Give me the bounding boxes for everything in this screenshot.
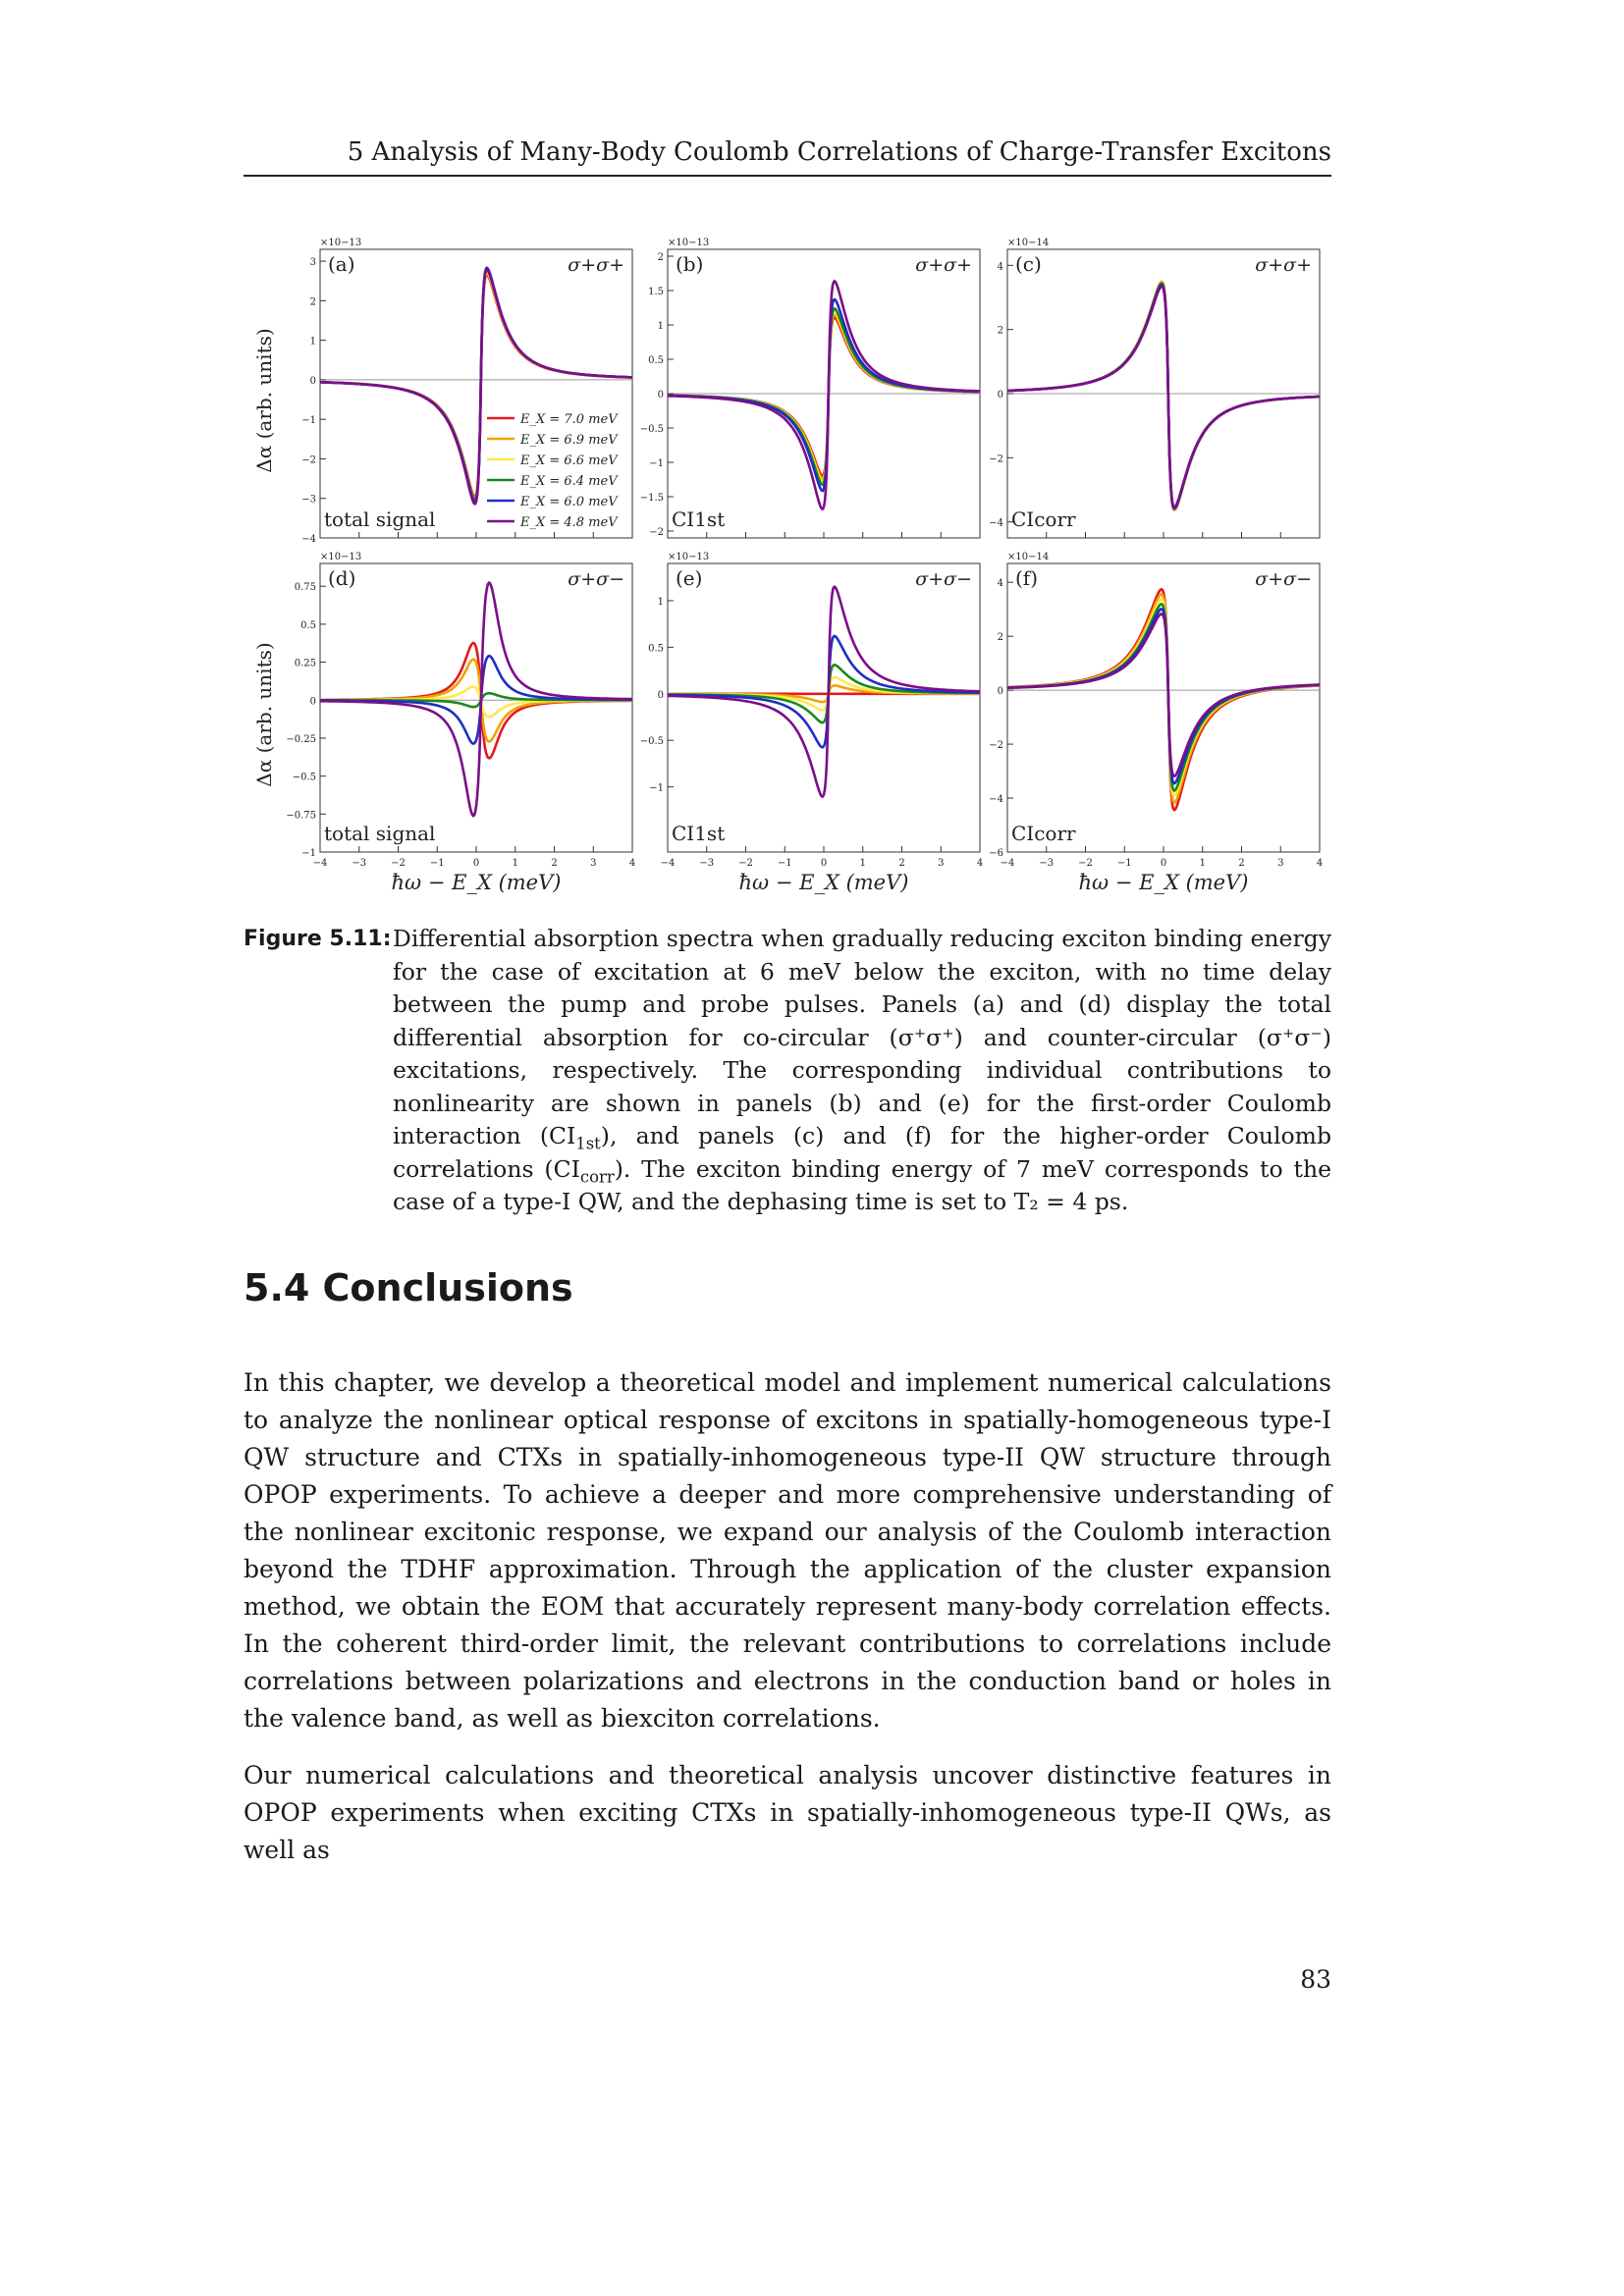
legend-entry: E_X = 4.8 meV (520, 515, 618, 530)
y-tick-label: 4 (997, 578, 1003, 590)
y-tick-label: −1 (649, 782, 664, 794)
panel-f (989, 552, 1323, 869)
x-axis-label: ħω − E_X (meV) (1078, 871, 1249, 894)
y-tick-label: 2 (997, 632, 1003, 644)
x-tick-label: −2 (738, 858, 753, 869)
x-tick-label: 1 (1199, 858, 1206, 869)
x-tick-label: 3 (1277, 858, 1284, 869)
panel-d (286, 552, 635, 869)
y-tick-label: 0 (997, 390, 1003, 400)
caption-cocircular: σ⁺σ⁺ (897, 1023, 954, 1051)
x-tick-label: 4 (976, 858, 984, 869)
y-tick-label: 0 (657, 689, 664, 701)
y-tick-label: 1 (657, 596, 664, 608)
y-tick-label: −3 (301, 494, 316, 506)
x-tick-label: 4 (628, 858, 636, 869)
y-tick-label: −1 (301, 848, 316, 859)
x-tick-label: 2 (1238, 858, 1245, 869)
panel-e (640, 552, 983, 869)
legend-entry: E_X = 6.9 meV (520, 433, 618, 448)
x-axis-label: ħω − E_X (meV) (738, 871, 909, 894)
contribution-label: CIcorr (1011, 507, 1076, 531)
y-tick-label: 1.5 (648, 287, 664, 297)
axis-scale: ×10−14 (1007, 238, 1050, 248)
x-tick-label: −3 (699, 858, 715, 869)
y-tick-label: 0 (309, 696, 316, 708)
contribution-label: total signal (324, 507, 436, 531)
y-tick-label: −2 (989, 740, 1003, 752)
x-tick-label: 2 (898, 858, 905, 869)
x-tick-label: −2 (391, 858, 406, 869)
y-axis-label-top: Δα (arb. units) (252, 328, 276, 473)
axis-scale: ×10−13 (320, 552, 362, 562)
legend-entry: E_X = 6.0 meV (520, 495, 618, 509)
x-tick-label: −4 (660, 858, 676, 869)
y-tick-label: 3 (309, 257, 316, 269)
polarization-label: σ+σ− (1255, 568, 1312, 590)
caption-text-2: ) and counter-circular ( (953, 1023, 1267, 1051)
panel-label: (c) (1015, 252, 1042, 276)
contribution-label: total signal (324, 822, 436, 845)
panel-label: (e) (676, 566, 703, 590)
panel-label: (d) (328, 566, 356, 590)
x-tick-label: −1 (429, 858, 445, 869)
x-tick-label: −2 (1078, 858, 1093, 869)
y-tick-label: −4 (989, 517, 1003, 529)
y-tick-label: 0 (997, 686, 1003, 698)
y-tick-label: 1 (657, 321, 664, 332)
y-tick-label: −0.5 (639, 424, 664, 435)
caption-body (393, 923, 1331, 1219)
y-tick-label: −4 (301, 534, 316, 545)
y-tick-label: −0.5 (292, 772, 316, 783)
y-tick-label: −1 (649, 458, 664, 469)
caption-sub-corr: corr (579, 1167, 615, 1187)
figure-5-11 (244, 232, 1333, 909)
y-tick-label: −0.25 (286, 733, 316, 745)
x-tick-label: 3 (590, 858, 597, 869)
axis-scale: ×10−13 (668, 552, 710, 562)
contribution-label: CI1st (672, 822, 726, 845)
y-tick-label: 0.25 (294, 658, 316, 669)
x-tick-label: 0 (1160, 858, 1167, 869)
x-axis-label: ħω − E_X (meV) (391, 871, 562, 894)
figure-caption (244, 923, 1331, 1219)
panel-label: (a) (328, 252, 355, 276)
y-tick-label: 2 (309, 296, 316, 308)
caption-text-1: Differential absorption spectra when gradually reducing exciton binding energy for the case of excitation at 6 meV below the exciton, with no time delay between the pump and probe pulses. Panels (a) and (d) display the total differential absorption for co-circular ( (393, 925, 1331, 1051)
x-tick-label: −4 (1000, 858, 1015, 869)
panel-b (640, 238, 980, 538)
y-tick-label: −6 (989, 848, 1003, 859)
panel-label: (f) (1015, 566, 1039, 590)
caption-countercircular: σ⁺σ⁻ (1266, 1023, 1323, 1051)
x-tick-label: 0 (472, 858, 480, 869)
caption-text-3: ) excitations, respectively. The corresponding individual contributions to nonlinearity are shown in panels (b) and (e) for the first-order Coulomb interaction (CI (393, 1023, 1331, 1149)
x-tick-label: 1 (512, 858, 518, 869)
y-tick-label: 0.5 (648, 355, 664, 366)
polarization-label: σ+σ− (915, 568, 972, 590)
axis-scale: ×10−14 (1007, 552, 1050, 562)
page-number: 83 (1300, 1965, 1331, 1994)
paragraph-1: In this chapter, we develop a theoretical model and implement numerical calculations to analyze the nonlinear optical response of excitons in spatially-homogeneous type-I QW structure and CTXs in spatially-inhomogeneous type-II QW structure through OPOP experiments. To achieve a deeper and more comprehensive understanding of the nonlinear excitonic response, we expand our analysis of the Coulomb interaction beyond the TDHF approximation. Through the application of the cluster expansion method, we obtain the EOM that accurately represent many-body correlation effects. In the coherent third-order limit, the relevant contributions to correlations include correlations between polarizations and electrons in the conduction band or holes in the valence band, as well as biexciton correlations. (244, 1368, 1331, 1733)
caption-t2: T₂ = 4 ps. (1013, 1188, 1129, 1215)
y-tick-label: 2 (657, 252, 664, 263)
y-tick-label: −1.5 (639, 493, 664, 504)
x-tick-label: −1 (1116, 858, 1132, 869)
polarization-label: σ+σ+ (568, 254, 624, 276)
section-title: 5.4 Conclusions (244, 1266, 573, 1309)
y-tick-label: 4 (997, 261, 1003, 273)
x-tick-label: 4 (1316, 858, 1324, 869)
y-tick-label: −0.75 (286, 810, 316, 822)
x-tick-label: 3 (938, 858, 945, 869)
x-tick-label: −4 (312, 858, 328, 869)
x-tick-label: −3 (1039, 858, 1055, 869)
y-tick-label: −4 (989, 794, 1003, 806)
running-header (244, 135, 1331, 177)
x-tick-label: 0 (820, 858, 828, 869)
legend-entry: E_X = 6.6 meV (520, 454, 618, 468)
legend-entry: E_X = 6.4 meV (520, 474, 618, 489)
spectra-figure (244, 232, 1333, 909)
y-tick-label: 2 (997, 325, 1003, 337)
axis-scale: ×10−13 (668, 238, 710, 248)
y-tick-label: 0.5 (300, 619, 316, 631)
panel-label: (b) (676, 252, 704, 276)
x-tick-label: −1 (777, 858, 792, 869)
running-title: 5 Analysis of Many-Body Coulomb Correlations of Charge-Transfer Excitons (347, 137, 1331, 167)
panel-frame (668, 563, 980, 852)
y-tick-label: −2 (989, 454, 1003, 465)
caption-text-4: ), and panels (c) and (f) for the higher-order Coulomb correlations (CI (393, 1122, 1331, 1183)
contribution-label: CIcorr (1011, 822, 1076, 845)
caption-label: Figure 5.11: (244, 927, 392, 951)
x-tick-label: 1 (859, 858, 866, 869)
y-tick-label: 0.5 (648, 643, 664, 655)
y-tick-label: 0.75 (294, 582, 316, 594)
y-tick-label: 0 (657, 390, 664, 400)
x-tick-label: −3 (352, 858, 367, 869)
axis-scale: ×10−13 (320, 238, 362, 248)
y-tick-label: −2 (301, 454, 316, 466)
panel-c (989, 238, 1320, 538)
polarization-label: σ+σ+ (1255, 254, 1312, 276)
contribution-label: CI1st (672, 507, 726, 531)
polarization-label: σ+σ+ (915, 254, 972, 276)
y-tick-label: 1 (309, 336, 316, 347)
x-tick-label: 2 (551, 858, 558, 869)
paragraph-2: Our numerical calculations and theoretical analysis uncover distinctive features in OPOP experiments when exciting CTXs in spatially-inhomogeneous type-II QWs, as well as (244, 1761, 1331, 1864)
y-tick-label: −0.5 (639, 736, 664, 748)
caption-sub-1st: 1st (575, 1134, 601, 1153)
y-tick-label: −2 (649, 527, 664, 538)
caption-text-5: ). The exciton binding energy of 7 meV corresponds to the case of a type-I QW, and the dephasing time is set to (393, 1154, 1331, 1215)
polarization-label: σ+σ− (568, 568, 624, 590)
y-tick-label: 0 (309, 375, 316, 387)
y-tick-label: −1 (301, 415, 316, 427)
y-axis-label-bottom: Δα (arb. units) (252, 642, 276, 787)
legend-entry: E_X = 7.0 meV (520, 412, 618, 427)
